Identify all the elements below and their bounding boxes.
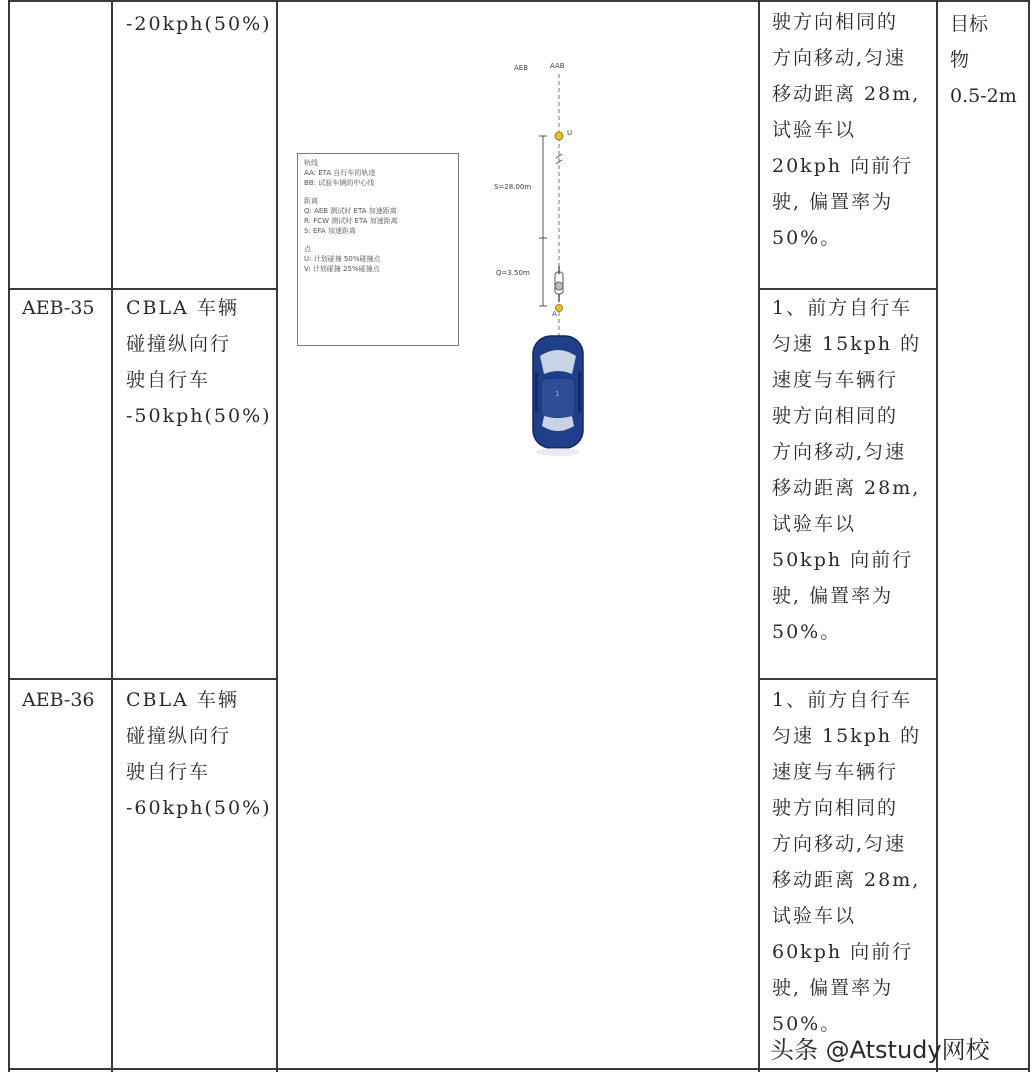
row0-procedure: 驶方向相同的 方向移动,匀速 移动距离 28m, 试验车以 20kph 向前行 驶, 偏置率为 50%。 xyxy=(772,11,921,249)
row2-id: AEB-36 xyxy=(22,689,95,711)
table-border-left xyxy=(8,0,10,1072)
row-divider-2b xyxy=(758,678,938,680)
column-divider-2 xyxy=(276,0,278,1072)
table-border-top xyxy=(8,0,1030,2)
point-u-label: U xyxy=(567,129,573,137)
bicycle-icon xyxy=(555,266,563,302)
row2-desc: CBLA 车辆 碰撞纵向行 驶自行车 -60kph(50%) xyxy=(126,689,272,819)
row1-id: AEB-35 xyxy=(22,297,95,319)
dimension-s-label: S=28.00m xyxy=(494,183,532,191)
row2-procedure: 1、前方自行车 匀速 15kph 的 速度与车辆行 驶方向相同的 方向移动,匀速 移动距离 28m, 试验车以 60kph 向前行 驶, 偏置率为 50%。 xyxy=(772,689,922,1035)
point-u-marker xyxy=(555,132,563,140)
dimension-q-label: Q=3.50m xyxy=(496,269,530,277)
diagram-label-aeb: AEB xyxy=(514,64,529,72)
table-border-bottom xyxy=(8,1068,1030,1070)
diagram-label-aab: AAB xyxy=(550,62,565,70)
column-divider-3 xyxy=(758,0,760,1072)
row1-procedure: 1、前方自行车 匀速 15kph 的 速度与车辆行 驶方向相同的 方向移动,匀速 移动距离 28m, 试验车以 50kph 向前行 驶, 偏置率为 50%。 xyxy=(772,297,922,643)
row-divider-2a xyxy=(8,678,278,680)
table-border-right xyxy=(1028,0,1030,1072)
watermark: 头条 @Atstudy网校 xyxy=(770,1036,990,1064)
row1-desc: CBLA 车辆 碰撞纵向行 驶自行车 -50kph(50%) xyxy=(126,297,272,427)
column-divider-4 xyxy=(936,0,938,1072)
diagram-legend: 轨线 AA: ETA 自行车的轨迹 BB: 试验车辆的中心线 距离 Q: AEB 测试时 ETA 加速距离 R: FCW 测试时 ETA 加速距离 S: EFA 加速距离 点 U: 计划碰撞 50%碰撞点 V: 计划碰撞 25%碰撞点 xyxy=(297,153,459,346)
point-a-label: A xyxy=(552,310,557,318)
row0-desc: -20kph(50%) xyxy=(126,13,272,35)
test-scenario-diagram xyxy=(280,40,750,470)
car-number-label: 1 xyxy=(555,390,560,398)
target-cell: 目标 物 0.5-2m xyxy=(950,13,1017,107)
diagram-graphics xyxy=(280,40,750,470)
column-divider-1 xyxy=(111,0,113,1072)
